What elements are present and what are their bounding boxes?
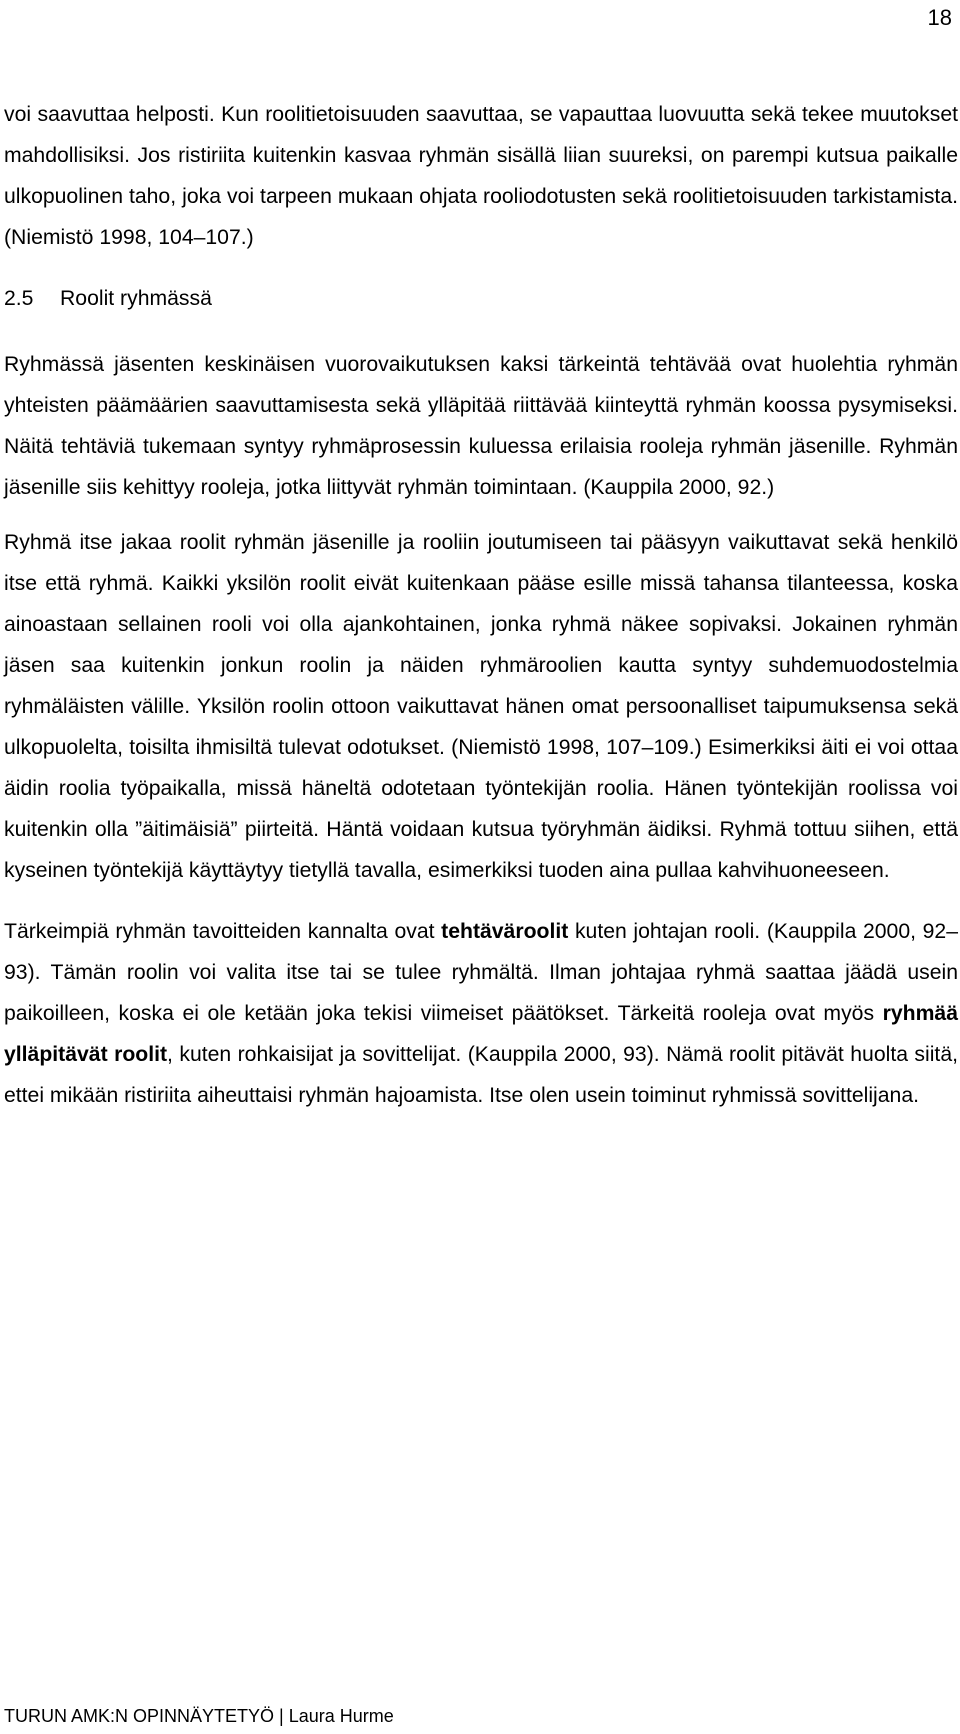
paragraph-intro: voi saavuttaa helposti. Kun roolitietoisuuden saavuttaa, se vapauttaa luovuutta sekä tekee muutokset mahdollisiksi. Jos ristiriita kuitenkin kasvaa ryhmän sisällä liian suureksi, on parempi kutsua paikalle ulkopuolinen taho, joka voi tarpeen mukaan ohjata rooliodotusten sekä roolitietoisuuden tarkistamista. (Niemistö 1998, 104–107.) — [4, 103, 958, 249]
paragraph-3-part-2: kuten johtajan rooli. (Kauppila 2000, 92–93). Tämän roolin voi valita itse tai se tulee ryhmältä. Ilman johtajaa ryhmä saattaa jäädä usein paikoilleen, koska ei ole ketään joka tekisi viimeiset päätökset. Tärkeitä rooleja ovat myös — [4, 920, 958, 1025]
section-number: 2.5 — [4, 287, 34, 310]
paragraph-2: Ryhmä itse jakaa roolit ryhmän jäsenille ja rooliin joutumiseen tai pääsyyn vaikuttavat sekä henkilö itse että ryhmä. Kaikki yksilön roolit eivät kuitenkaan pääse esille missä tahansa tilanteessa, koska ainoastaan sellainen rooli voi olla ajankohtainen, jonka ryhmä näkee sopivaksi. Jokainen ryhmän jäsen saa kuitenkin jonkun roolin ja näiden ryhmäroolien kautta syntyy suhdemuodostelmia ryhmäläisten välille. Yksilön roolin ottoon vaikuttavat hänen omat persoonalliset taipumuksensa sekä ulkopuolelta, toisilta ihmisiltä tulevat odotukset. (Niemistö 1998, 107–109.) Esimerkiksi äiti ei voi ottaa äidin roolia työpaikalla, missä häneltä odotetaan työntekijän roolia. Hänen työntekijän roolissa voi kuitenkin olla ”äitimäisiä” piirteitä. Häntä voidaan kutsua työryhmän äidiksi. Ryhmä tottuu siihen, että kyseinen työntekijä käyttäytyy tietyllä tavalla, esimerkiksi tuoden aina pullaa kahvihuoneeseen. — [4, 531, 958, 882]
paragraph-1: Ryhmässä jäsenten keskinäisen vuorovaikutuksen kaksi tärkeintä tehtävää ovat huolehtia ryhmän yhteisten päämäärien saavuttamisesta sekä ylläpitää riittävää kiinteyttä ryhmän koossa pysymiseksi. Näitä tehtäviä tukemaan syntyy ryhmäprosessin kuluessa erilaisia rooleja ryhmän jäsenille. Ryhmän jäsenille siis kehittyy rooleja, jotka liittyvät ryhmän toimintaan. (Kauppila 2000, 92.) — [4, 353, 958, 499]
paragraph-3 — [4, 911, 958, 1116]
section-heading — [4, 272, 958, 326]
section-title: Roolit ryhmässä — [60, 287, 212, 310]
page-footer: TURUN AMK:N OPINNÄYTETYÖ | Laura Hurme — [4, 1706, 394, 1726]
paragraph-3-part-1: Tärkeimpiä ryhmän tavoitteiden kannalta ovat — [4, 920, 442, 943]
page-number: 18 — [927, 5, 952, 30]
paragraph-3-part-3: , kuten rohkaisijat ja sovittelijat. (Kauppila 2000, 93). Nämä roolit pitävät huolta siitä, ettei mikään ristiriita aiheuttaisi ryhmän hajoamista. Itse olen usein toiminut ryhmissä sovittelijana. — [4, 1043, 958, 1107]
document-body — [4, 94, 958, 1116]
term-tehtavaroolit: tehtäväroolit — [441, 920, 569, 943]
term-yllapitavat-roolit: ryhmää ylläpitävät roolit — [4, 1002, 958, 1066]
